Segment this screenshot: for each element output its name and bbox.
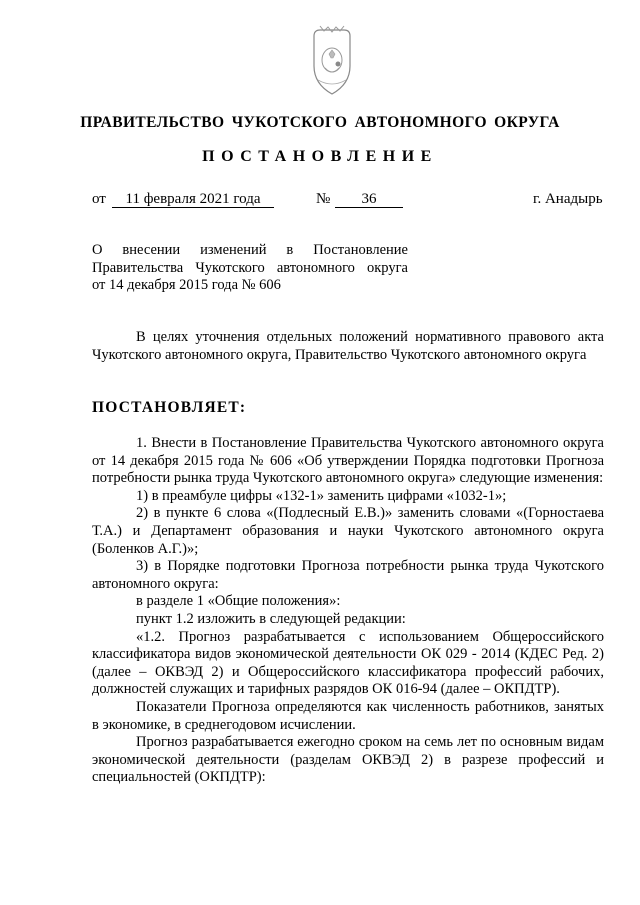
- subject-line: от 14 декабря 2015 года № 606: [92, 277, 281, 294]
- paragraph-1: 1. Внести в Постановление Правительства Чукотского автономного округа от 14 декабря 2015 года № 606 «Об утверждении Порядка подготовки Прогноза потребности рынка труда Чукотского автономного округа» следующие изменения:: [92, 435, 604, 487]
- document-number: 36: [335, 191, 403, 208]
- number-field: [335, 191, 403, 211]
- number-prefix: №: [316, 191, 331, 207]
- date-field: [112, 191, 274, 211]
- paragraph-item-1-2: пункт 1.2 изложить в следующей редакции:: [136, 610, 406, 627]
- paragraph-forecast-period: Прогноз разрабатывается ежегодно сроком на семь лет по основным видам экономической деятельности (разделам ОКВЭД 2) в разрезе профессий и специальностей (ОКПДТР):: [92, 734, 604, 786]
- paragraph-1-3: 3) в Порядке подготовки Прогноза потребности рынка труда Чукотского автономного округа:: [92, 558, 604, 592]
- preamble: [92, 329, 604, 364]
- paragraph-1-2: 2) в пункте 6 слова «(Подлесный Е.В.)» заменить словами «(Горностаева Т.А.) и Департамент образования и науки Чукотского автономного округа (Боленков А.Г.)»;: [92, 505, 604, 557]
- preamble-text: В целях уточнения отдельных положений нормативного правового акта Чукотского автономного округа, Правительство Чукотского автономного округа: [92, 329, 604, 363]
- government-title: ПРАВИТЕЛЬСТВО ЧУКОТСКОГО АВТОНОМНОГО ОКРУГА: [80, 114, 560, 131]
- document-subject: [92, 242, 408, 295]
- document-body: [92, 435, 604, 787]
- resolves-heading: ПОСТАНОВЛЯЕТ:: [92, 399, 247, 416]
- coat-of-arms-icon: [300, 22, 364, 102]
- city: г. Анадырь: [533, 191, 603, 207]
- paragraph-section-1: в разделе 1 «Общие положения»:: [136, 593, 341, 610]
- document-date: 11 февраля 2021 года: [112, 191, 274, 208]
- paragraph-1-1: 1) в преамбуле цифры «132-1» заменить цифрами «1032-1»;: [136, 487, 507, 504]
- document-type-title: ПОСТАНОВЛЕНИЕ: [202, 148, 438, 165]
- date-prefix: от: [92, 191, 106, 207]
- subject-line: Правительства Чукотского автономного округа: [92, 259, 408, 276]
- subject-line: О внесении изменений в Постановление: [92, 242, 408, 258]
- paragraph-indicators: Показатели Прогноза определяются как численность работников, занятых в экономике, в среднегодовом исчислении.: [92, 698, 604, 733]
- paragraph-item-1-2-text: «1.2. Прогноз разрабатывается с использованием Общероссийского классификатора видов экономической деятельности ОК 029 - 2014 (КДЕС Ред. 2) (далее – ОКВЭД 2) и Общероссийского классификатора профессий рабочих, должностей служащих и тарифных разрядов ОК 016-94 (далее – ОКПДТР).: [92, 628, 604, 698]
